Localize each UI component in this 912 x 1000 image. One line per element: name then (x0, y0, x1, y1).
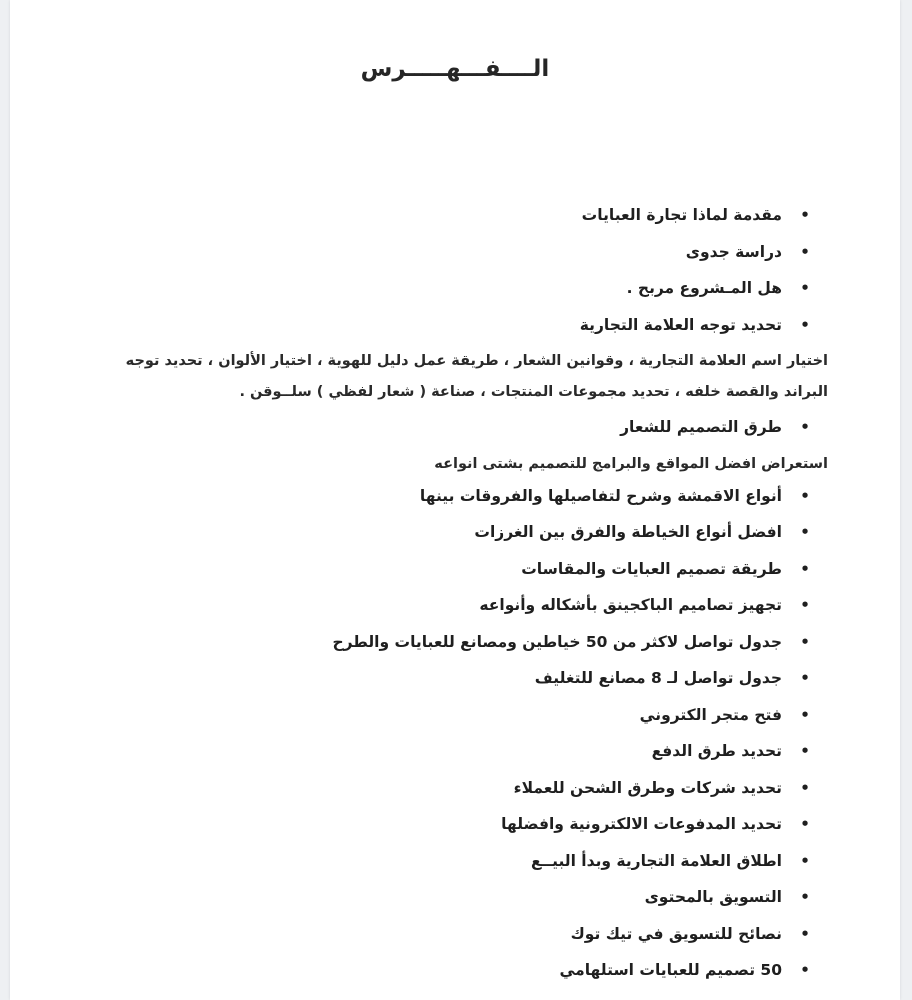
toc-item-text: جدول تواصل لاكثر من 50 خياطين ومصانع للعبايات والطرح (332, 632, 782, 651)
toc-item-text: فتح متجر الكتروني (639, 705, 782, 724)
bullet-icon: • (800, 418, 810, 436)
toc-item-text: تحديد طرق الدفع (651, 742, 782, 760)
bullet-icon: • (800, 206, 810, 224)
toc-item (40, 882, 810, 919)
bullet-icon: • (800, 778, 810, 797)
bullet-icon: • (800, 851, 810, 870)
toc-item-text: نصائح للتسويق في تيك توك (570, 924, 782, 943)
table-of-contents (40, 200, 828, 992)
toc-item-text: التسويق بالمحتوى (644, 888, 782, 906)
toc-item-text: تحديد المدفوعات الالكترونية وافضلها (501, 815, 782, 833)
toc-item (40, 200, 810, 237)
toc-item-text: جدول تواصل لـ 8 مصانع للتغليف (534, 669, 782, 687)
bullet-icon: • (800, 596, 810, 614)
toc-item (40, 310, 810, 347)
toc-item-description (40, 346, 828, 408)
toc-item (40, 412, 810, 449)
toc-item-text: مقدمة لماذا تجارة العبايات (581, 206, 782, 224)
toc-item (40, 590, 810, 627)
toc-item (40, 846, 810, 883)
toc-item (40, 663, 810, 700)
bullet-icon: • (800, 279, 810, 297)
toc-item (40, 627, 810, 664)
toc-item (40, 517, 810, 554)
bullet-icon: • (800, 742, 810, 760)
bullet-icon: • (800, 486, 810, 505)
toc-item (40, 237, 810, 274)
bullet-icon: • (800, 705, 810, 724)
toc-item (40, 919, 810, 956)
toc-item-text: افضل أنواع الخياطة والفرق بين الغرزات (474, 523, 782, 541)
bullet-icon: • (800, 888, 810, 906)
bullet-icon: • (800, 669, 810, 687)
toc-item-text: اطلاق العلامة التجارية وبدأ البيــع (530, 851, 782, 870)
description-line: البراند والقصة خلفه ، تحديد مجموعات المنتجات ، صناعة ( شعار لفظي ) سلــوقن . (239, 384, 828, 400)
toc-item (40, 273, 810, 310)
toc-item-text: تحديد توجه العلامة التجارية (579, 315, 782, 334)
toc-item (40, 773, 810, 810)
toc-item-text: 50 تصميم للعبايات استلهامي (559, 961, 782, 979)
toc-item-text: هل المـشروع مربح . (626, 279, 782, 297)
description-line: استعراض افضل المواقع والبرامج للتصميم بشتى انواعه (434, 455, 828, 472)
bullet-icon: • (800, 632, 810, 651)
toc-item-text: طرق التصميم للشعار (620, 418, 782, 436)
bullet-icon: • (800, 315, 810, 334)
toc-item-text: تحديد شركات وطرق الشحن للعملاء (513, 778, 782, 797)
toc-item-description (40, 449, 828, 481)
toc-item-text: تجهيز تصاميم الباكجينق بأشكاله وأنواعه (479, 596, 782, 614)
bullet-icon: • (800, 559, 810, 578)
toc-item (40, 736, 810, 773)
toc-item (40, 809, 810, 846)
bullet-icon: • (800, 961, 810, 979)
bullet-icon: • (800, 242, 810, 261)
toc-item-text: دراسة جدوى (685, 242, 782, 261)
toc-item (40, 554, 810, 591)
description-line: اختيار اسم العلامة التجارية ، وقوانين الشعار ، طريقة عمل دليل للهوية ، اختيار الألوان ، تحديد توجه (125, 353, 828, 369)
toc-item (40, 700, 810, 737)
bullet-icon: • (800, 523, 810, 541)
toc-item (40, 955, 810, 992)
bullet-icon: • (800, 815, 810, 833)
toc-item (40, 481, 810, 518)
page-title: الــــفـــهـــــرس (360, 56, 550, 82)
bullet-icon: • (800, 924, 810, 943)
document-page (10, 0, 900, 1000)
toc-item-text: أنواع الاقمشة وشرح لتفاصيلها والفروقات بينها (419, 486, 782, 505)
toc-item-text: طريقة تصميم العبايات والمقاسات (521, 559, 782, 578)
